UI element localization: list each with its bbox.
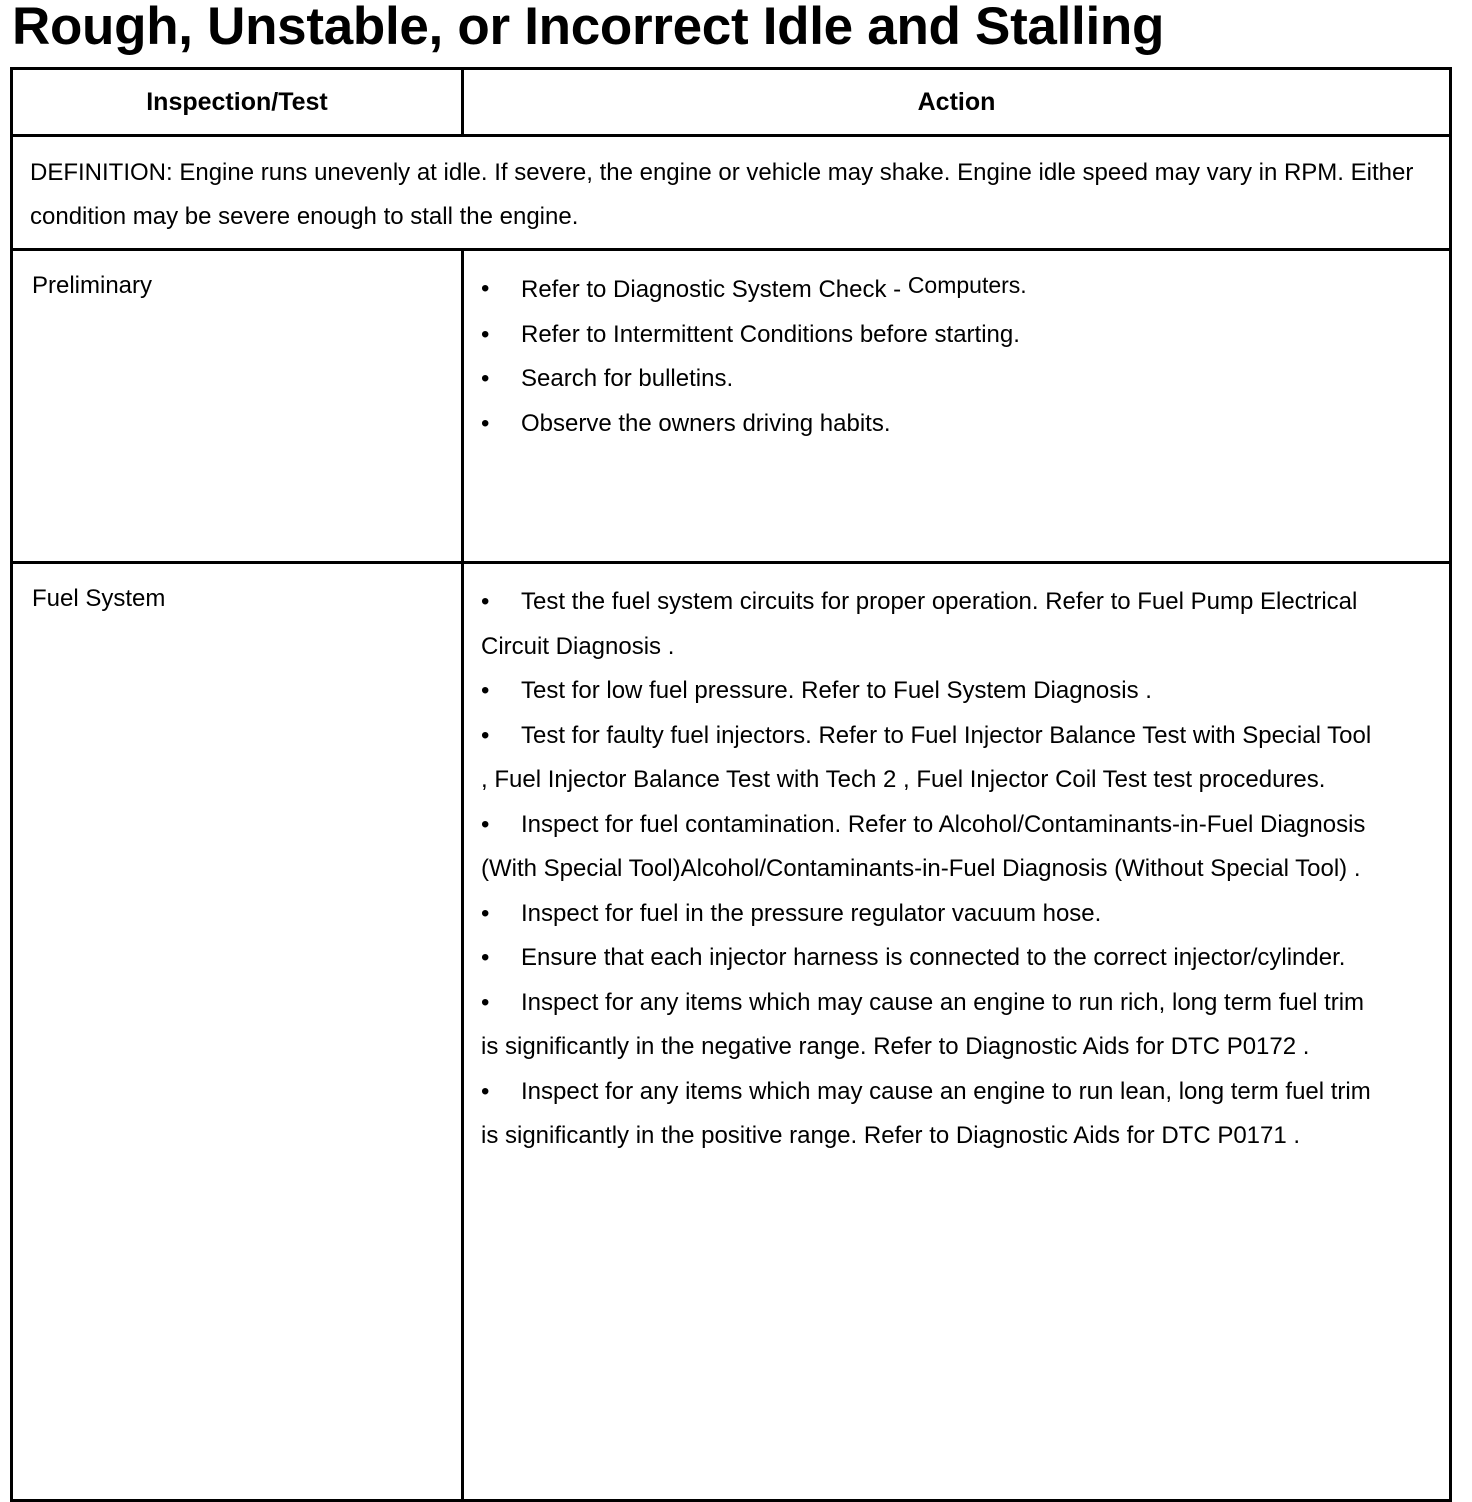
list-item (481, 357, 1449, 402)
action-text: Ensure that each injector harness is connected to the correct injector/cylinder. (521, 944, 1346, 971)
action-list-preliminary (481, 267, 1449, 446)
action-text: Refer to Diagnostic System Check - (521, 276, 902, 303)
action-list-fuel-system (481, 580, 1449, 1159)
header-inspection-test: Inspection/Test (12, 69, 463, 136)
list-item (481, 714, 1381, 803)
bullet-icon: • (481, 899, 490, 927)
action-text: Search for bulletins. (521, 365, 734, 392)
diagnostic-table (10, 67, 1452, 1502)
action-text: Inspect for fuel in the pressure regulator vacuum hose. (521, 899, 1102, 927)
action-text: Refer to Intermittent Conditions before starting. (521, 320, 1020, 348)
table-row-fuel-system (12, 563, 1451, 1501)
action-text: Test for faulty fuel injectors. Refer to Fuel Injector Balance Test with Special Tool , Fuel Injector Balance Test with Tech 2 , Fuel Injector Coil Test test procedures. (481, 721, 1372, 793)
row-label-preliminary: Preliminary (12, 250, 463, 563)
definition-row (12, 136, 1451, 250)
list-item (481, 936, 1381, 981)
action-text: Observe the owners driving habits. (521, 409, 891, 437)
list-item (481, 981, 1381, 1070)
list-item (481, 892, 1381, 937)
bullet-icon: • (481, 810, 490, 838)
list-item (481, 669, 1381, 714)
list-item (481, 580, 1381, 669)
table-row-preliminary (12, 250, 1451, 563)
page-title: Rough, Unstable, or Incorrect Idle and Stalling (12, 0, 1165, 56)
list-item (481, 267, 1449, 313)
bullet-icon: • (481, 988, 490, 1016)
action-text: Inspect for fuel contamination. Refer to Alcohol/Contaminants-in-Fuel Diagnosis (With Special Tool)Alcohol/Contaminants-in-Fuel Diagnosis (Without Special Tool) . (481, 810, 1366, 882)
bullet-icon: • (481, 944, 490, 971)
definition-text: DEFINITION: Engine runs unevenly at idle. If severe, the engine or vehicle may shake. Engine idle speed may vary in RPM. Either condition may be severe enough to stall the engine. (12, 136, 1451, 250)
list-item (481, 803, 1381, 892)
bullet-icon: • (481, 409, 490, 437)
bullet-icon: • (481, 320, 490, 348)
action-cell-fuel-system (463, 563, 1451, 1501)
bullet-icon: • (481, 677, 490, 704)
row-label-fuel-system: Fuel System (12, 563, 463, 1501)
list-item (481, 402, 1449, 447)
header-action: Action (463, 69, 1451, 136)
action-cell-preliminary (463, 250, 1451, 563)
bullet-icon: • (481, 588, 490, 615)
action-text-suffix: Computers. (907, 272, 1027, 298)
action-text: Test the fuel system circuits for proper operation. Refer to Fuel Pump Electrical Circuit Diagnosis . (481, 588, 1358, 660)
bullet-icon: • (481, 721, 490, 749)
action-text: Inspect for any items which may cause an engine to run rich, long term fuel trim is significantly in the negative range. Refer to Diagnostic Aids for DTC P0172 . (481, 988, 1365, 1060)
action-text: Test for low fuel pressure. Refer to Fuel System Diagnosis . (521, 677, 1152, 704)
action-text: Inspect for any items which may cause an engine to run lean, long term fuel trim is significantly in the positive range. Refer to Diagnostic Aids for DTC P0171 . (481, 1077, 1371, 1149)
bullet-icon: • (481, 1077, 490, 1105)
bullet-icon: • (481, 275, 490, 302)
list-item (481, 313, 1449, 358)
header-row (12, 69, 1451, 136)
bullet-icon: • (481, 365, 490, 392)
list-item (481, 1070, 1381, 1159)
